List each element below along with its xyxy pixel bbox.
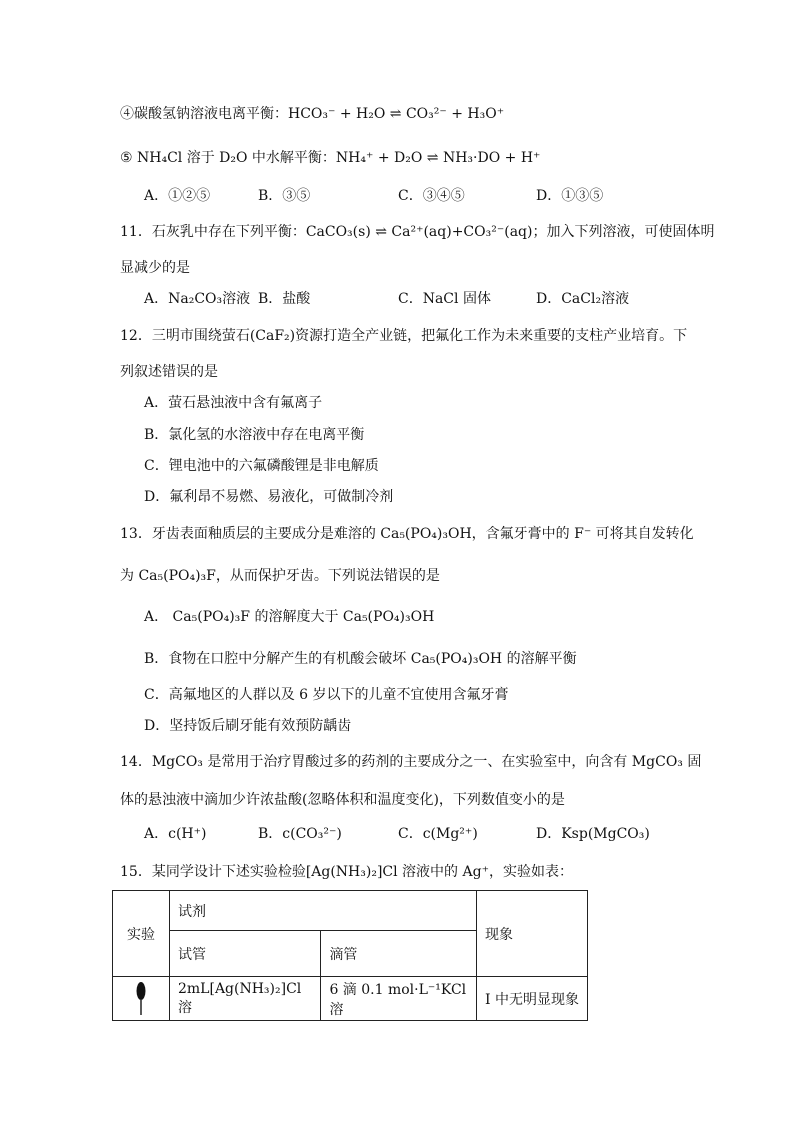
q10-option-b: B．③⑤ [258,188,311,204]
q14-option-c: C．c(Mg²⁺) [398,826,478,842]
q11-stem-1: 11．石灰乳中存在下列平衡：CaCO₃(s) ⇌ Ca²⁺(aq)+CO₃²⁻(aq)；加入下列溶液，可使固体明 [120,224,715,240]
q10-option-a: A．①②⑤ [144,188,211,204]
q11-option-c: C．NaCl 固体 [398,291,491,307]
q15-stem: 15．某同学设计下述实验检验[Ag(NH₃)₂]Cl 溶液中的 Ag⁺，实验如表： [120,864,573,880]
q12-option-a: A．萤石悬浊液中含有氟离子 [144,395,323,411]
q13-option-b: B．食物在口腔中分解产生的有机酸会破坏 Ca₅(PO₄)₃OH 的溶解平衡 [144,651,577,667]
row1-phenomenon: I 中无明显现象 [477,977,588,1021]
q11-option-b: B．盐酸 [258,291,311,307]
q12-option-c: C．锂电池中的六氟磷酸锂是非电解质 [144,458,379,474]
q10-option-c: C．③④⑤ [398,188,465,204]
q12-option-d: D．氟利昂不易燃、易液化，可做制冷剂 [144,489,394,505]
q12-option-b: B．氯化氢的水溶液中存在电离平衡 [144,427,365,443]
q14-stem-1: 14．MgCO₃ 是常用于治疗胃酸过多的药剂的主要成分之一、在实验室中，向含有 MgCO₃ 固 [120,754,702,770]
q13-stem-2: 为 Ca₅(PO₄)₃F，从而保护牙齿。下列说法错误的是 [120,568,440,584]
q14-option-a: A．c(H⁺) [144,826,207,842]
header-reagent: 试剂 [170,891,477,931]
line-4-bicarbonate: ④碳酸氢钠溶液电离平衡：HCO₃⁻ + H₂O ⇌ CO₃²⁻ + H₃O⁺ [120,106,505,122]
dropper-image-cell [113,977,170,1021]
q13-option-c: C．高氟地区的人群以及 6 岁以下的儿童不宜使用含氟牙膏 [144,687,509,703]
q11-option-a: A．Na₂CO₃溶液 [144,291,251,307]
q13-option-d: D．坚持饭后刷牙能有效预防龋齿 [144,718,352,734]
header-experiment: 实验 [113,891,170,977]
row1-test-tube: 2mL[Ag(NH₃)₂]Cl 溶 [170,977,321,1021]
header-dropper: 滴管 [321,931,477,977]
row1-dropper: 6 滴 0.1 mol·L⁻¹KCl 溶 [321,977,477,1021]
header-phenomenon: 现象 [477,891,588,977]
q14-option-b: B．c(CO₃²⁻) [258,826,342,842]
line-5-ammonium: ⑤ NH₄Cl 溶于 D₂O 中水解平衡：NH₄⁺ + D₂O ⇌ NH₃·DO + H⁺ [120,150,541,166]
q13-stem-1: 13．牙齿表面釉质层的主要成分是难溶的 Ca₅(PO₄)₃OH，含氟牙膏中的 F⁻ 可将其自发转化 [120,526,694,542]
q11-option-d: D．CaCl₂溶液 [536,291,630,307]
q14-option-d: D．Ksp(MgCO₃) [536,826,650,842]
q14-stem-2: 体的悬浊液中滴加少许浓盐酸(忽略体积和温度变化)，下列数值变小的是 [120,792,565,808]
q12-stem-2: 列叙述错误的是 [120,364,218,380]
header-test-tube: 试管 [170,931,321,977]
q13-option-a: A． Ca₅(PO₄)₃F 的溶解度大于 Ca₅(PO₄)₃OH [144,609,435,625]
q12-stem-1: 12．三明市围绕萤石(CaF₂)资源打造全产业链，把氟化工作为未来重要的支柱产业培育。下 [120,328,688,344]
dropper-icon [135,981,147,1017]
q10-option-d: D．①③⑤ [536,188,604,204]
experiment-table [112,890,588,1021]
q11-stem-2: 显减少的是 [120,260,190,276]
